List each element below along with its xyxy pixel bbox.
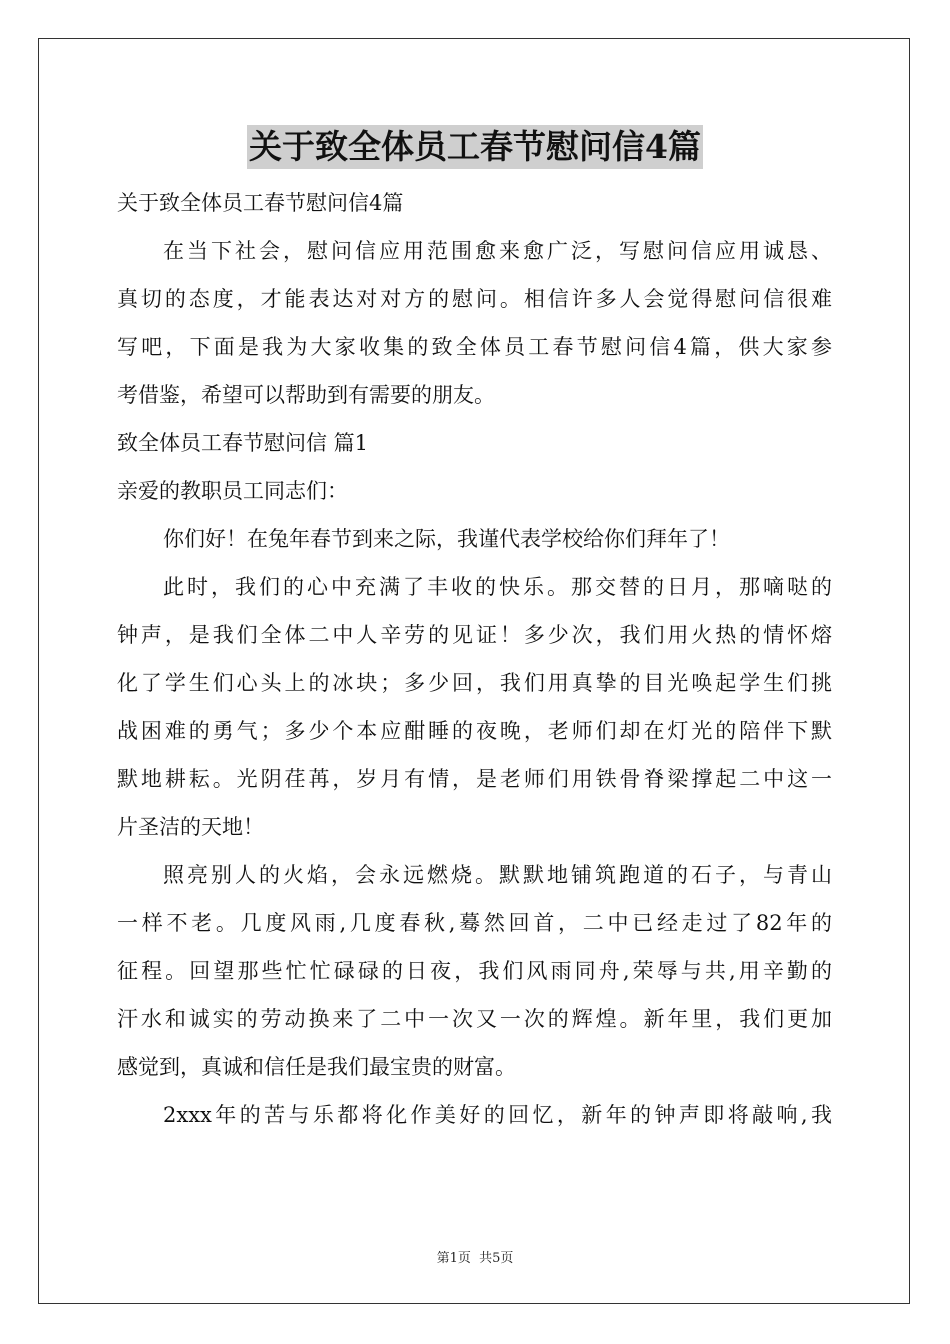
page-footer — [0, 1247, 950, 1266]
text-line: 2xxx年的苦与乐都将化作美好的回忆，新年的钟声即将敲响,我 — [163, 1103, 832, 1127]
text-line: 默地耕耘。光阴荏苒，岁月有情，是老师们用铁骨脊梁撑起二中这一 — [117, 767, 832, 791]
text-line: 征程。回望那些忙忙碌碌的日夜，我们风雨同舟,荣辱与共,用辛勤的 — [117, 959, 832, 983]
text-line: 化了学生们心头上的冰块；多少回，我们用真挚的目光唤起学生们挑 — [117, 671, 832, 695]
text-line: 致全体员工春节慰问信 篇1 — [117, 431, 369, 455]
text-line: 写吧，下面是我为大家收集的致全体员工春节慰问信4篇，供大家参 — [117, 335, 832, 359]
text-line: 钟声，是我们全体二中人辛劳的见证！多少次，我们用火热的情怀熔 — [117, 623, 832, 647]
text-line: 你们好！在兔年春节到来之际，我谨代表学校给你们拜年了！ — [163, 527, 730, 551]
text-line: 关于致全体员工春节慰问信4篇 — [117, 191, 404, 215]
text-line: 考借鉴，希望可以帮助到有需要的朋友。 — [117, 383, 495, 407]
text-line: 照亮别人的火焰，会永远燃烧。默默地铺筑跑道的石子，与青山 — [163, 863, 832, 887]
text-line: 汗水和诚实的劳动换来了二中一次又一次的辉煌。新年里，我们更加 — [117, 1007, 832, 1031]
text-line: 亲爱的教职员工同志们： — [117, 479, 348, 503]
text-line: 片圣洁的天地！ — [117, 815, 264, 839]
text-line: 一样不老。几度风雨,几度春秋,蓦然回首，二中已经走过了82年的 — [117, 911, 832, 935]
text-line: 此时，我们的心中充满了丰收的快乐。那交替的日月，那嘀哒的 — [163, 575, 832, 599]
text-line: 战困难的勇气；多少个本应酣睡的夜晚，老师们却在灯光的陪伴下默 — [117, 719, 832, 743]
document-body — [117, 179, 832, 1139]
text-line: 在当下社会，慰问信应用范围愈来愈广泛，写慰问信应用诚恳、 — [163, 239, 832, 263]
text-line: 真切的态度，才能表达对对方的慰问。相信许多人会觉得慰问信很难 — [117, 287, 832, 311]
page-number: 第1页 — [436, 1251, 471, 1266]
title-wrapper — [0, 125, 950, 169]
page-total: 共5页 — [479, 1251, 514, 1266]
document-title: 关于致全体员工春节慰问信4篇 — [247, 125, 703, 169]
text-line: 感觉到，真诚和信任是我们最宝贵的财富。 — [117, 1055, 516, 1079]
